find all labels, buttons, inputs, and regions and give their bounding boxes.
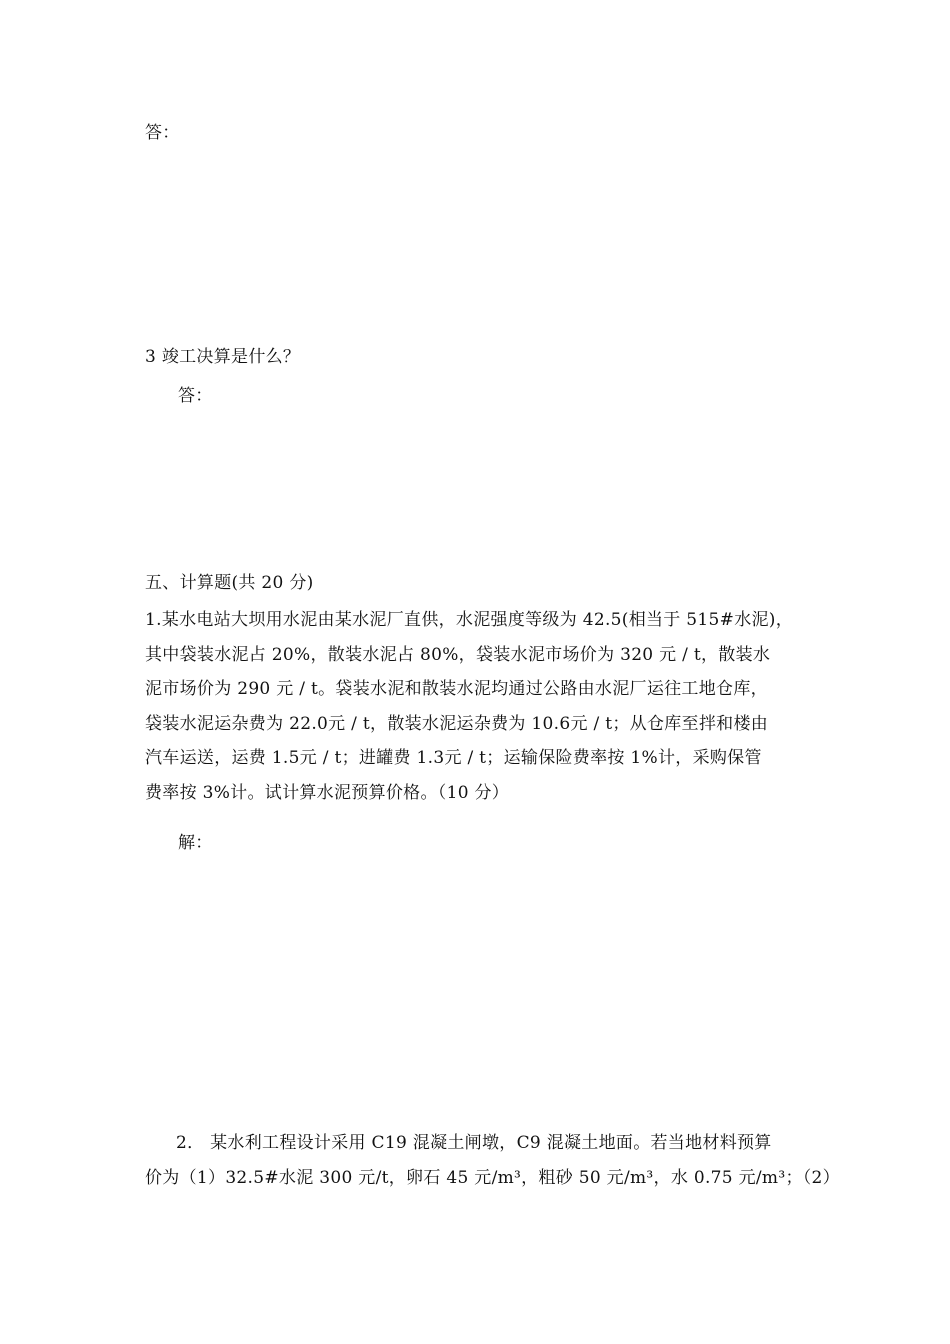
problem-2 <box>145 1126 840 1195</box>
problem-1-line: 袋装水泥运杂费为 22.0元 / t，散装水泥运杂费为 10.6元 / t；从仓库至拌和楼由 <box>145 713 769 734</box>
problem-1 <box>145 603 810 810</box>
problem-1-line: 1.某水电站大坝用水泥由某水泥厂直供，水泥强度等级为 42.5(相当于 515#水泥)， <box>145 610 794 630</box>
section-heading-calculation: 五、计算题(共 20 分) <box>145 573 314 593</box>
problem-2-line: 2． 某水利工程设计采用 C19 混凝土闸墩，C9 混凝土地面。若当地材料预算 <box>176 1133 772 1153</box>
solution-label: 解： <box>178 833 213 853</box>
problem-1-line: 泥市场价为 290 元 / t。袋装水泥和散装水泥均通过公路由水泥厂运往工地仓库， <box>145 679 768 699</box>
problem-2-line: 价为（1）32.5#水泥 300 元/t，卵石 45 元/m³，粗砂 50 元/m³，水 0.75 元/m³；（2） <box>145 1167 840 1188</box>
answer-label-top: 答： <box>145 123 180 143</box>
problem-1-line: 费率按 3%计。试计算水泥预算价格。（10 分） <box>145 782 510 803</box>
answer-label-q3: 答： <box>178 386 213 406</box>
question-3: 3 竣工决算是什么？ <box>145 347 301 367</box>
problem-1-line: 汽车运送，运费 1.5元 / t；进罐费 1.3元 / t；运输保险费率按 1%计，采购保管 <box>145 748 762 768</box>
problem-1-line: 其中袋装水泥占 20%，散装水泥占 80%，袋装水泥市场价为 320 元 / t，散装水 <box>145 644 771 665</box>
